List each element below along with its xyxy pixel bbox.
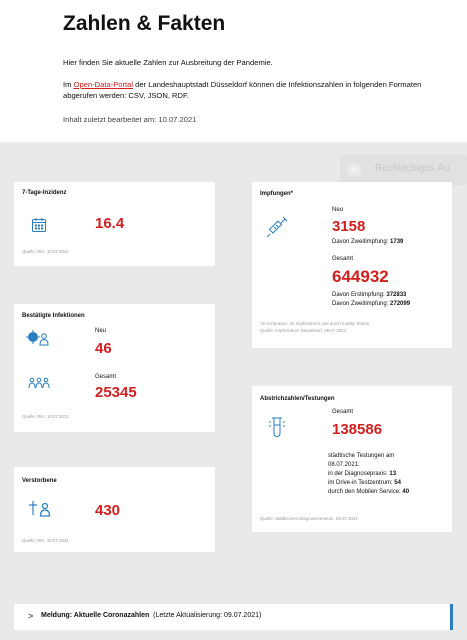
vacc-second-new: Davon Zweitimpfung: 1739 — [332, 239, 404, 245]
vacc-total-label: Gesamt — [332, 256, 354, 262]
open-data-portal-link[interactable]: Open-Data-Portal — [73, 80, 134, 89]
infections-source: Quelle: RKI, 10.07.2021 — [22, 414, 69, 419]
portal-text: Im Open-Data-Portal der Landeshauptstadt Düsseldorf können die Infektionszahlen in folgenden Formaten abgerufen werden: CSV, JSON, RDF. — [63, 80, 422, 100]
infections-total-label: Gesamt — [95, 374, 117, 380]
tests-line2: 08.07.2021: — [328, 462, 360, 468]
deaths-value: 430 — [95, 502, 121, 519]
chevron-right-icon: > — [28, 611, 34, 621]
tests-total-value: 138586 — [332, 421, 383, 438]
syringe-icon — [266, 216, 288, 238]
plus-icon: + — [347, 163, 361, 177]
vacc-second: Davon Zweitimpfung: 272099 — [332, 301, 411, 307]
infections-total-value: 25345 — [95, 384, 137, 401]
add-shape-label: Rechteckiges Au — [375, 163, 450, 174]
tests-mobile: durch den Mobilen Service: 40 — [328, 489, 410, 495]
vacc-note: *in Arztpraxen, im Impfzentrum und durch mobile Teams — [260, 321, 369, 326]
group-icon — [28, 376, 50, 390]
vacc-total-value: 644932 — [332, 267, 389, 286]
incidence-value: 16.4 — [95, 215, 125, 232]
page-title: Zahlen & Fakten — [63, 12, 226, 35]
virus-person-icon — [26, 329, 50, 347]
page-header — [0, 0, 467, 142]
tests-drive-in: im Drive-in Testzentrum: 54 — [328, 480, 401, 486]
tests-total-label: Gesamt — [332, 409, 354, 415]
deaths-title: Verstorbene — [22, 478, 57, 484]
vacc-new-label: Neu — [332, 207, 344, 213]
infections-card — [14, 304, 215, 432]
tests-source: Quelle: Städtisches Diagnosezentrum, 09.07.2021 — [260, 516, 358, 521]
vaccinations-title: Impfungen* — [260, 191, 293, 197]
deaths-card — [14, 467, 215, 552]
incidence-card — [14, 182, 215, 266]
tests-line1: städtische Testungen am — [328, 453, 395, 459]
calendar-grid-icon — [31, 217, 47, 233]
tests-title: Abstrichzahlen/Testungen — [260, 396, 335, 402]
infections-new-label: Neu — [95, 328, 107, 334]
vacc-first: Davon Erstimpfung: 372833 — [332, 292, 407, 298]
meldung-text: Meldung: Aktuelle Coronazahlen (Letzte Aktualisierung: 09.07.2021) — [41, 612, 262, 619]
infections-title: Bestätigte Infektionen — [22, 313, 85, 319]
test-tube-icon — [268, 416, 286, 438]
infections-new-value: 46 — [95, 340, 112, 357]
vacc-source: Quelle: Impfzentrum Düsseldorf, 09.07.2021 — [260, 328, 347, 333]
tests-card — [252, 386, 452, 532]
updated-text: Inhalt zuletzt bearbeitet am: 10.07.2021 — [63, 115, 197, 124]
deaths-source: Quelle: RKI, 10.07.2021 — [22, 538, 69, 543]
cross-person-icon — [28, 500, 52, 518]
add-shape-button[interactable] — [340, 155, 467, 185]
meldung-accordion[interactable] — [14, 604, 453, 630]
incidence-source: Quelle: RKI, 10.07.2021 — [22, 249, 69, 254]
intro-text: Hier finden Sie aktuelle Zahlen zur Ausbreitung der Pandemie. — [63, 58, 273, 67]
incidence-title: 7-Tage-Inzidenz — [22, 190, 67, 196]
tests-diagnosepraxis: in der Diagnosepraxis: 13 — [328, 471, 397, 477]
vaccinations-card — [252, 182, 452, 348]
vacc-new-value: 3158 — [332, 218, 366, 235]
